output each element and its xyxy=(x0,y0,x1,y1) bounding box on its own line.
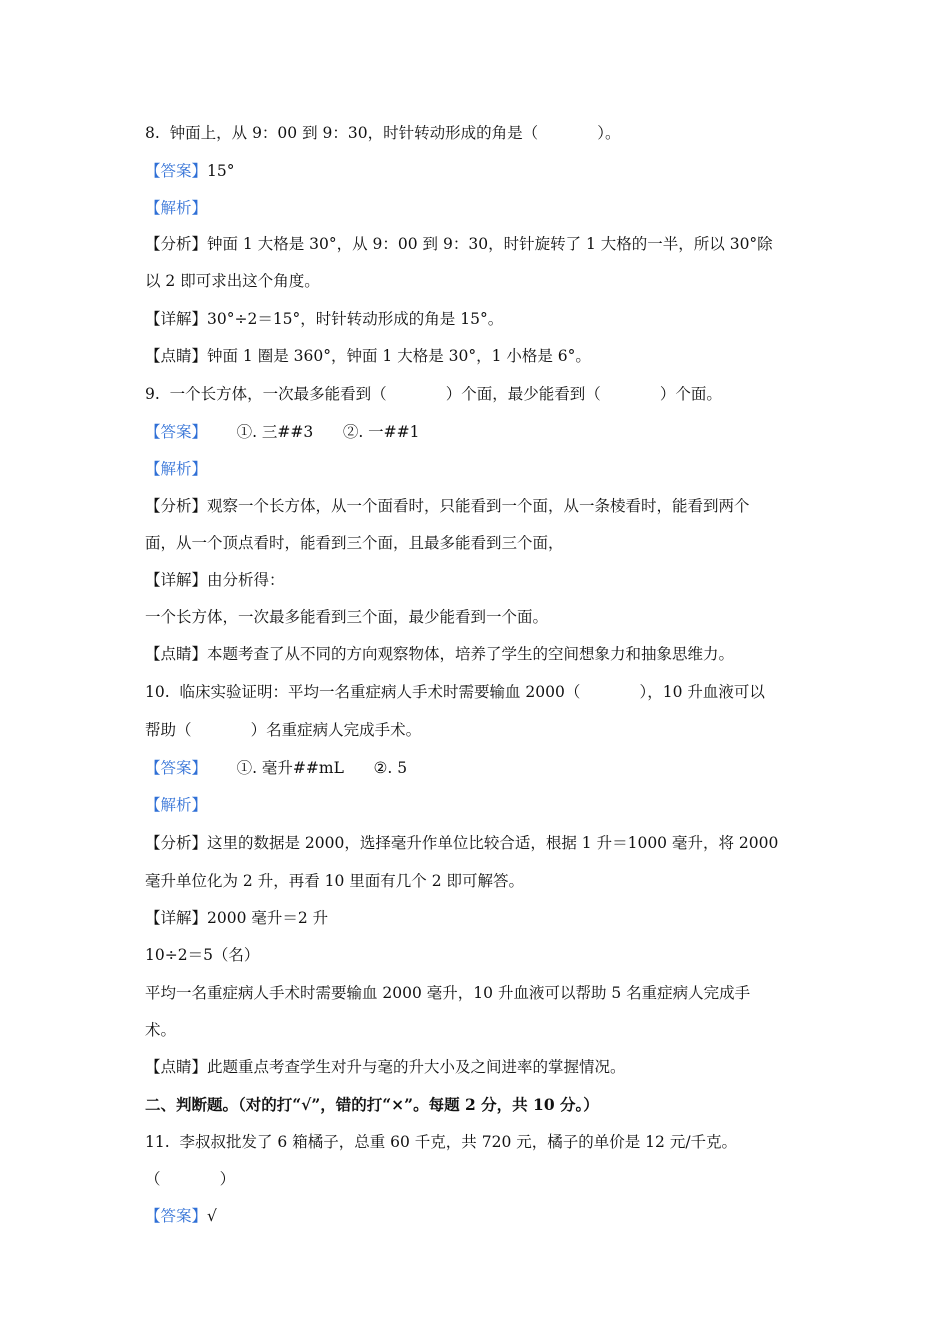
line-text: 【点睛】钟面 1 圈是 360°，钟面 1 大格是 30°，1 小格是 6°。 xyxy=(145,347,591,365)
line-text: 【点睛】本题考查了从不同的方向观察物体，培养了学生的空间想象力和抽象思维力。 xyxy=(145,645,735,663)
section-tag: 【解析】 xyxy=(145,199,208,217)
line-text: 15° xyxy=(207,162,235,180)
line-text: 8. 钟面上，从 9：00 到 9：30，时针转动形成的角是（ ）。 xyxy=(145,124,621,142)
line-text: ①. 三##3 ②. 一##1 xyxy=(207,423,420,441)
line-text: 术。 xyxy=(145,1021,177,1039)
line-text: 9. 一个长方体，一次最多能看到（ ）个面，最少能看到（ ）个面。 xyxy=(145,385,722,403)
line-text: 面，从一个顶点看时，能看到三个面，且最多能看到三个面， xyxy=(145,534,564,552)
text-line xyxy=(145,345,591,367)
text-line xyxy=(145,270,320,292)
text-line xyxy=(145,1019,176,1041)
section-tag: 【答案】 xyxy=(145,162,208,180)
text-line xyxy=(145,122,620,144)
line-text: （ ） xyxy=(145,1170,236,1188)
text-line xyxy=(145,719,421,741)
text-line xyxy=(145,308,503,330)
line-text: 10. 临床实验证明：平均一名重症病人手术时需要输血 2000（ ），10 升血液可以 xyxy=(145,683,765,701)
text-line xyxy=(145,944,259,966)
text-line xyxy=(145,681,765,703)
text-line xyxy=(145,1056,626,1078)
section-tag: 【答案】 xyxy=(145,759,208,777)
section-tag: 【答案】 xyxy=(145,423,208,441)
text-line xyxy=(145,1131,737,1153)
text-line xyxy=(145,643,734,665)
text-line xyxy=(145,1205,217,1227)
text-line xyxy=(145,870,524,892)
section-tag: 【答案】 xyxy=(145,1207,208,1225)
line-text: 【详解】30°÷2＝15°，时针转动形成的角是 15°。 xyxy=(145,310,504,328)
line-text: 一个长方体，一次最多能看到三个面，最少能看到一个面。 xyxy=(145,608,549,626)
text-line xyxy=(145,421,420,443)
line-text: 帮助（ ）名重症病人完成手术。 xyxy=(145,721,422,739)
line-text: 【分析】钟面 1 大格是 30°，从 9：00 到 9：30，时针旋转了 1 大格的一半，所以 30°除 xyxy=(145,235,773,253)
text-line xyxy=(145,606,548,628)
line-text: 【点睛】此题重点考查学生对升与毫的升大小及之间进率的掌握情况。 xyxy=(145,1058,626,1076)
section-tag: 【解析】 xyxy=(145,796,208,814)
line-text: 【分析】这里的数据是 2000，选择毫升作单位比较合适，根据 1 升＝1000 毫升，将 2000 xyxy=(145,834,779,852)
text-line xyxy=(145,794,207,816)
text-line xyxy=(145,458,207,480)
text-line xyxy=(145,233,773,255)
line-text: 以 2 即可求出这个角度。 xyxy=(145,272,320,290)
text-line xyxy=(145,832,778,854)
section-tag: 【解析】 xyxy=(145,460,208,478)
line-text: 11. 李叔叔批发了 6 箱橘子，总重 60 千克，共 720 元，橘子的单价是 12 元/千克。 xyxy=(145,1133,738,1151)
text-line xyxy=(145,1094,599,1116)
text-line xyxy=(145,532,564,554)
text-line xyxy=(145,907,328,929)
line-text: 10÷2＝5（名） xyxy=(145,946,260,964)
text-line xyxy=(145,569,285,591)
text-line xyxy=(145,197,207,219)
line-text: ①. 毫升##mL ②. 5 xyxy=(207,759,408,777)
line-text: 毫升单位化为 2 升，再看 10 里面有几个 2 即可解答。 xyxy=(145,872,525,890)
text-line xyxy=(145,160,235,182)
line-text: 平均一名重症病人手术时需要输血 2000 毫升，10 升血液可以帮助 5 名重症病人完成手 xyxy=(145,984,751,1002)
text-line xyxy=(145,1168,235,1190)
line-text: 【分析】观察一个长方体，从一个面看时，只能看到一个面，从一条棱看时，能看到两个 xyxy=(145,497,750,515)
text-line xyxy=(145,757,407,779)
line-text: 二、判断题。（对的打“√”，错的打“×”。每题 2 分，共 10 分。） xyxy=(145,1095,599,1114)
line-text: 【详解】2000 毫升＝2 升 xyxy=(145,909,329,927)
text-line xyxy=(145,495,750,517)
line-text: √ xyxy=(207,1207,217,1225)
text-line xyxy=(145,982,750,1004)
text-line xyxy=(145,383,722,405)
line-text: 【详解】由分析得： xyxy=(145,571,285,589)
